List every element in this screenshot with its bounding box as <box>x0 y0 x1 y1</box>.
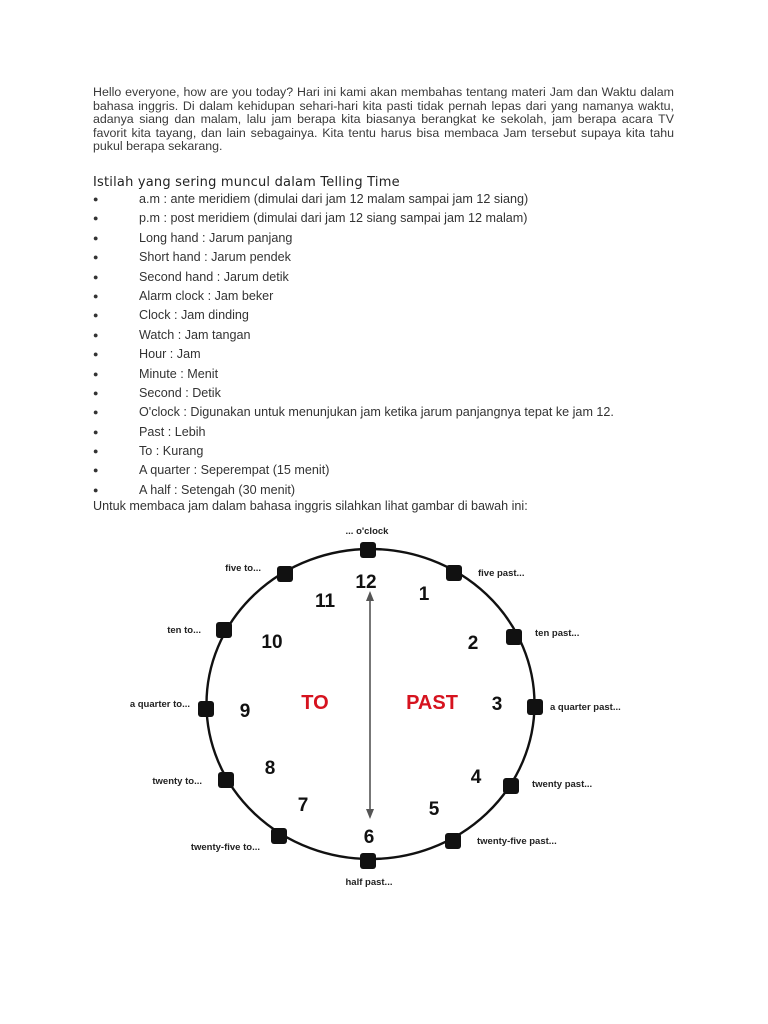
tick-label-half-past: half past... <box>345 877 393 888</box>
tick-label-quarter-past: a quarter past... <box>550 702 621 713</box>
tick-label-twenty-to: twenty to... <box>152 776 202 787</box>
tick-label-ten-to: ten to... <box>167 625 201 636</box>
term-text: Alarm clock : Jam beker <box>139 288 274 303</box>
bullet-icon: ● <box>93 213 99 224</box>
clock-number-9: 9 <box>239 701 251 722</box>
tick-marker-oclock <box>360 542 376 558</box>
term-text: A quarter : Seperempat (15 menit) <box>139 463 330 478</box>
tick-marker-five-to <box>277 566 293 582</box>
bullet-icon: ● <box>93 407 99 418</box>
bullet-icon: ● <box>93 446 99 457</box>
tick-label-ten-past: ten past... <box>535 628 580 639</box>
terms-heading: Istilah yang sering muncul dalam Telling Time <box>93 175 400 190</box>
intro-paragraph: Hello everyone, how are you today? Hari ini kami akan membahas tentang materi Jam dan Waktu dalam bahasa inggris. Di dalam kehidupan sehari-hari kita pasti tidak pernah lepas dari yang namanya waktu, adanya siang dan malam, lalu jam berapa kita biasanya berangkat ke sekolah, jam berapa acara TV favorit kita tayang, dan lain sebagainya. Kita tentu harus bisa membaca Jam tersebut supaya kita tahu pukul berapa sekarang. <box>93 85 674 154</box>
clock-number-10: 10 <box>261 632 283 653</box>
clock-number-6: 6 <box>363 827 375 848</box>
bullet-icon: ● <box>93 194 99 204</box>
bullet-icon: ● <box>93 329 99 340</box>
term-text: Past : Lebih <box>139 424 206 439</box>
tick-label-five-past: five past... <box>478 568 525 579</box>
term-text: Watch : Jam tangan <box>139 327 251 342</box>
term-text: Minute : Menit <box>139 366 219 381</box>
clock-number-11: 11 <box>314 591 336 612</box>
to-label: TO <box>301 692 329 714</box>
past-label: PAST <box>406 692 458 714</box>
bullet-icon: ● <box>93 426 99 437</box>
tick-marker-twenty-five-to <box>271 828 287 844</box>
term-text: Long hand : Jarum panjang <box>139 230 293 245</box>
term-text: p.m : post meridiem (dimulai dari jam 12 siang sampai jam 12 malam) <box>139 211 528 226</box>
tick-label-quarter-to: a quarter to... <box>129 699 190 710</box>
tick-label-oclock: ... o'clock <box>345 526 389 537</box>
term-text: Hour : Jam <box>139 347 201 362</box>
tick-marker-half-past <box>360 853 376 869</box>
bullet-icon: ● <box>93 387 99 398</box>
clock-number-5: 5 <box>428 799 440 820</box>
tick-marker-twenty-five-past <box>445 833 461 849</box>
clock-number-3: 3 <box>491 694 503 715</box>
tick-label-twenty-five-past: twenty-five past... <box>477 836 557 847</box>
bullet-icon: ● <box>93 465 99 476</box>
bullet-icon: ● <box>93 252 99 263</box>
bullet-icon: ● <box>93 232 99 243</box>
clock-number-7: 7 <box>297 795 309 816</box>
bullet-icon: ● <box>93 368 99 379</box>
term-text: Clock : Jam dinding <box>139 308 249 323</box>
term-text: To : Kurang <box>139 444 204 459</box>
tick-marker-twenty-to <box>218 772 234 788</box>
tick-marker-ten-to <box>216 622 232 638</box>
clock-number-4: 4 <box>470 767 482 788</box>
bullet-icon: ● <box>93 310 99 321</box>
term-text: Short hand : Jarum pendek <box>139 250 291 265</box>
clock-number-12: 12 <box>355 572 377 593</box>
tick-marker-quarter-past <box>527 699 543 715</box>
tick-label-twenty-past: twenty past... <box>532 779 593 790</box>
tick-marker-five-past <box>446 565 462 581</box>
bullet-icon: ● <box>93 484 99 495</box>
bullet-icon: ● <box>93 349 99 360</box>
term-text: A half : Setengah (30 menit) <box>139 482 296 497</box>
tick-marker-ten-past <box>506 629 522 645</box>
clock-number-1: 1 <box>418 584 430 605</box>
tick-label-twenty-five-to: twenty-five to... <box>190 842 260 853</box>
term-text: a.m : ante meridiem (dimulai dari jam 12 malam sampai jam 12 siang) <box>139 192 529 206</box>
term-text: Second : Detik <box>139 385 221 400</box>
clock-number-8: 8 <box>264 758 276 779</box>
clock-number-2: 2 <box>467 633 479 654</box>
term-text: O'clock : Digunakan untuk menunjukan jam ketika jarum panjangnya tepat ke jam 12. <box>139 405 614 420</box>
term-text: Second hand : Jarum detik <box>139 269 289 284</box>
bullet-icon: ● <box>93 271 99 282</box>
clock-caption: Untuk membaca jam dalam bahasa inggris silahkan lihat gambar di bawah ini: <box>93 499 528 513</box>
tick-marker-quarter-to <box>198 701 214 717</box>
tick-label-five-to: five to... <box>225 563 261 574</box>
bullet-icon: ● <box>93 290 99 301</box>
tick-marker-twenty-past <box>503 778 519 794</box>
